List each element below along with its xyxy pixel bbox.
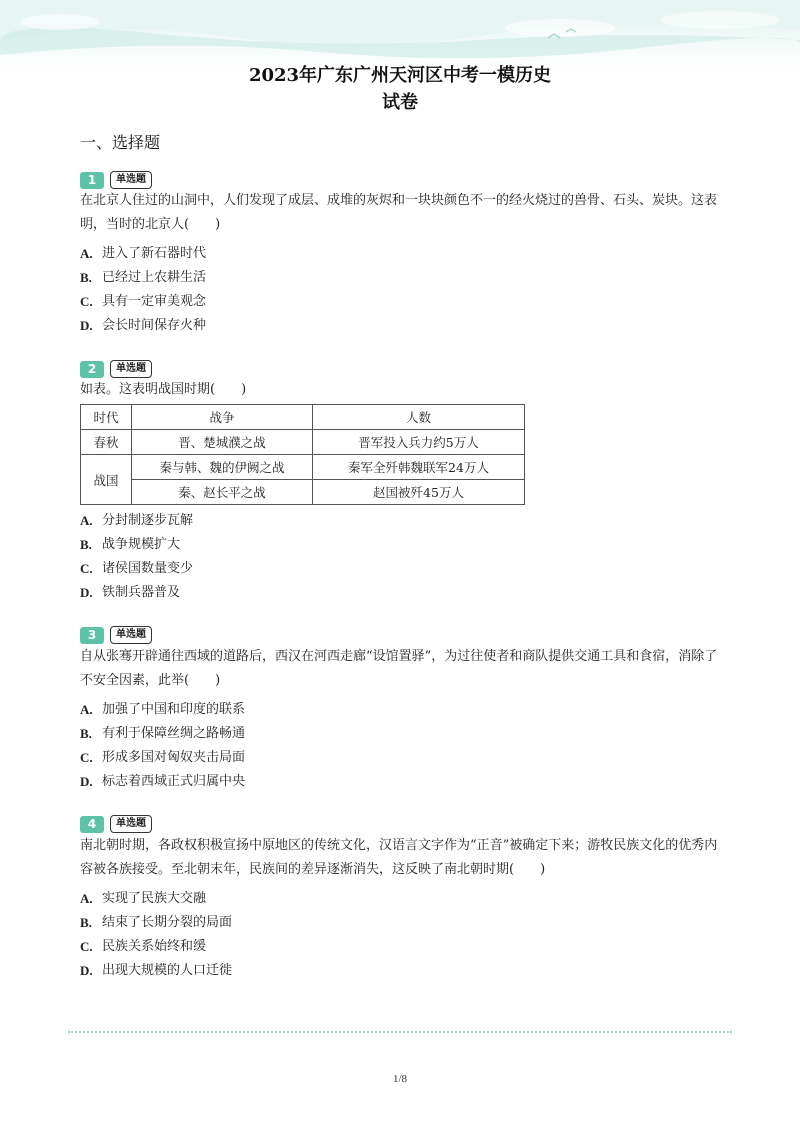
- table-header-cell: 时代: [81, 405, 132, 430]
- question-3-header: [80, 625, 152, 645]
- question-number-badge: 2: [80, 361, 104, 378]
- question-type-tag: 单选题: [110, 815, 152, 833]
- question-type-tag: 单选题: [110, 360, 152, 378]
- option-c[interactable]: C. 具有一定审美观念: [80, 294, 207, 309]
- table-cell-count: 秦军全歼韩魏联军24万人: [313, 455, 525, 480]
- question-2-header: [80, 359, 152, 379]
- table-cell-war: 晋、楚城濮之战: [132, 430, 313, 455]
- table-cell-count: 晋军投入兵力约5万人: [313, 430, 525, 455]
- option-c[interactable]: C. 民族关系始终和缓: [80, 939, 207, 954]
- cloud-wave-icon: [0, 0, 800, 70]
- table-row: [81, 455, 525, 480]
- page-number: 1/8: [392, 1073, 408, 1085]
- table-row: [81, 430, 525, 455]
- option-c[interactable]: C. 诸侯国数量变少: [80, 561, 194, 576]
- table-cell-era: 战国: [81, 455, 132, 505]
- section-heading: 一、选择题: [80, 133, 161, 152]
- table-cell-era: 春秋: [81, 430, 132, 455]
- question-1-header: [80, 170, 152, 190]
- question-2-stem: 如表。这表明战国时期( ): [80, 382, 247, 397]
- option-d[interactable]: D. 出现大规模的人口迁徙: [80, 963, 233, 978]
- option-d[interactable]: D. 会长时间保存火种: [80, 318, 207, 333]
- footer-divider: [68, 1031, 732, 1033]
- table-cell-count: 赵国被歼45万人: [313, 480, 525, 505]
- question-3-options: [80, 698, 720, 794]
- question-4-header: [80, 814, 152, 834]
- option-a[interactable]: A. 实现了民族大交融: [80, 891, 207, 906]
- table-cell-war: 秦与韩、魏的伊阙之战: [132, 455, 313, 480]
- exam-title: [0, 62, 800, 116]
- table-header-cell: 战争: [132, 405, 313, 430]
- battle-table: [80, 404, 525, 505]
- option-a[interactable]: A. 分封制逐步瓦解: [80, 513, 194, 528]
- option-a[interactable]: A. 加强了中国和印度的联系: [80, 702, 246, 717]
- question-number-badge: 3: [80, 627, 104, 644]
- question-number-badge: 4: [80, 816, 104, 833]
- option-d[interactable]: D. 铁制兵器普及: [80, 585, 181, 600]
- question-type-tag: 单选题: [110, 171, 152, 189]
- option-d[interactable]: D. 标志着西域正式归属中央: [80, 774, 246, 789]
- question-4-options: [80, 887, 720, 983]
- option-b[interactable]: B. 结束了长期分裂的局面: [80, 915, 233, 930]
- question-1-stem: 在北京人住过的山洞中，人们发现了成层、成堆的灰烬和一块块颜色不一的经火烧过的兽骨、石头、炭块。这表明，当时的北京人( ): [80, 193, 718, 232]
- table-cell-war: 秦、赵长平之战: [132, 480, 313, 505]
- option-b[interactable]: B. 已经过上农耕生活: [80, 270, 207, 285]
- option-b[interactable]: B. 有利于保障丝绸之路畅通: [80, 726, 246, 741]
- question-1-options: [80, 242, 720, 338]
- table-header-row: [81, 405, 525, 430]
- table-row: [81, 480, 525, 505]
- question-3-stem: 自从张骞开辟通往西域的道路后，西汉在河西走廊“设馆置驿”，为过往使者和商队提供交通工具和食宿，消除了不安全因素，此举( ): [80, 649, 718, 688]
- question-4-stem: 南北朝时期，各政权积极宣扬中原地区的传统文化，汉语言文字作为“正音”被确定下来；游牧民族文化的优秀内容被各族接受。至北朝末年，民族间的差异逐渐消失，这反映了南北朝时期( ): [80, 838, 718, 877]
- option-a[interactable]: A. 进入了新石器时代: [80, 246, 207, 261]
- title-line-1: 2023年广东广州天河区中考一模历史: [248, 65, 552, 86]
- question-number-badge: 1: [80, 172, 104, 189]
- option-b[interactable]: B. 战争规模扩大: [80, 537, 181, 552]
- title-line-2: 试卷: [382, 92, 418, 113]
- option-c[interactable]: C. 形成多国对匈奴夹击局面: [80, 750, 246, 765]
- question-type-tag: 单选题: [110, 626, 152, 644]
- header-decoration: [0, 0, 800, 70]
- table-header-cell: 人数: [313, 405, 525, 430]
- question-2-options: [80, 509, 720, 605]
